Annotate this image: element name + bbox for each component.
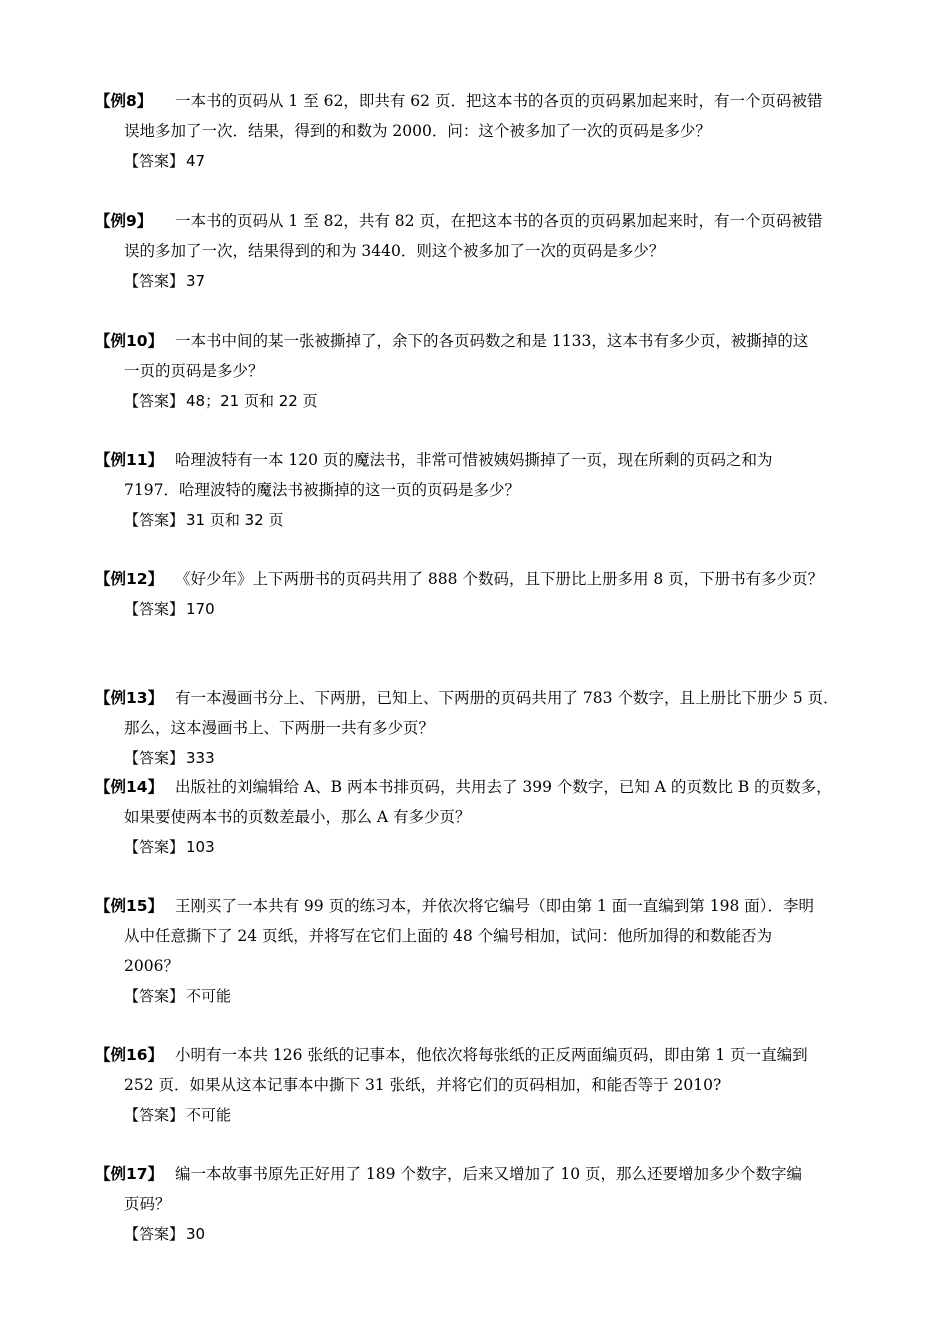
- answer-value: 170: [186, 600, 215, 618]
- answer: [95, 505, 865, 535]
- answer-label: 【答案】: [124, 600, 185, 618]
- problem-9: [95, 206, 865, 296]
- problem-11: [95, 445, 865, 535]
- problem-text: 误地多加了一次．结果，得到的和数为 2000．问：这个被多加了一次的页码是多少？: [124, 122, 711, 140]
- answer-value: 37: [186, 272, 206, 290]
- answer-value: 30: [186, 1225, 206, 1243]
- problem-8: [95, 86, 865, 176]
- answer-label: 【答案】: [124, 1225, 185, 1243]
- problem-label: 【例16】: [95, 1046, 164, 1064]
- problem-text: 编一本故事书原先正好用了 189 个数字，后来又增加了 10 页，那么还要增加多少个数字编: [175, 1165, 803, 1183]
- problem-label: 【例13】: [95, 689, 164, 707]
- problem-12: [95, 564, 865, 624]
- problem-label: 【例9】: [95, 212, 153, 230]
- problem-text: 一本书的页码从 1 至 82，共有 82 页，在把这本书的各页的页码累加起来时，有一个页码被错: [175, 212, 823, 230]
- problem-label: 【例15】: [95, 897, 164, 915]
- problem-text: 2006？: [124, 957, 179, 975]
- problem-label: 【例14】: [95, 778, 164, 796]
- answer-label: 【答案】: [124, 987, 185, 1005]
- problem-text: 如果要使两本书的页数差最小，那么 A 有多少页？: [124, 808, 471, 826]
- answer-label: 【答案】: [124, 838, 185, 856]
- answer-label: 【答案】: [124, 1106, 185, 1124]
- answer-label: 【答案】: [124, 749, 185, 767]
- answer-value: 48；21 页和 22 页: [186, 392, 318, 410]
- answer-value: 不可能: [186, 987, 232, 1005]
- answer-label: 【答案】: [124, 392, 185, 410]
- answer-label: 【答案】: [124, 511, 185, 529]
- problem-label: 【例11】: [95, 451, 164, 469]
- answer-value: 47: [186, 152, 206, 170]
- problem-text: 有一本漫画书分上、下两册，已知上、下两册的页码共用了 783 个数字，且上册比下册少 5 页．: [175, 689, 839, 707]
- problem-text: 一页的页码是多少？: [124, 362, 264, 380]
- problem-16: [95, 1040, 865, 1130]
- answer: [95, 266, 865, 296]
- answer: [95, 1219, 865, 1249]
- problem-text: 从中任意撕下了 24 页纸，并将写在它们上面的 48 个编号相加，试问：他所加得的和数能否为: [124, 927, 773, 945]
- problem-text: 出版社的刘编辑给 A、B 两本书排页码，共用去了 399 个数字，已知 A 的页数比 B 的页数多，: [175, 778, 832, 796]
- problem-10: [95, 326, 865, 416]
- answer-value: 31 页和 32 页: [186, 511, 284, 529]
- answer: [95, 832, 865, 862]
- problem-text: 一本书中间的某一张被撕掉了，余下的各页码数之和是 1133，这本书有多少页，被撕掉的这: [175, 332, 809, 350]
- problem-label: 【例10】: [95, 332, 164, 350]
- problem-14: [95, 772, 865, 862]
- answer: [95, 981, 865, 1011]
- problem-text: 小明有一本共 126 张纸的记事本，他依次将每张纸的正反两面编页码，即由第 1 页一直编到: [175, 1046, 808, 1064]
- problem-text: 7197．哈理波特的魔法书被撕掉的这一页的页码是多少？: [124, 481, 520, 499]
- problem-15: [95, 891, 865, 1011]
- problem-label: 【例8】: [95, 92, 153, 110]
- problem-13: [95, 683, 865, 773]
- problem-text: 哈理波特有一本 120 页的魔法书，非常可惜被姨妈撕掉了一页，现在所剩的页码之和为: [175, 451, 773, 469]
- problem-text: 一本书的页码从 1 至 62，即共有 62 页．把这本书的各页的页码累加起来时，有一个页码被错: [175, 92, 823, 110]
- answer-label: 【答案】: [124, 152, 185, 170]
- answer: [95, 743, 865, 773]
- problem-text: 252 页．如果从这本记事本中撕下 31 张纸，并将它们的页码相加，和能否等于 2010?: [124, 1076, 722, 1094]
- problem-text: 页码？: [124, 1195, 171, 1213]
- answer: [95, 146, 865, 176]
- answer-value: 333: [186, 749, 215, 767]
- answer-value: 103: [186, 838, 215, 856]
- problem-text: 《好少年》上下两册书的页码共用了 888 个数码，且下册比上册多用 8 页，下册书有多少页？: [175, 570, 824, 588]
- problem-text: 误的多加了一次，结果得到的和为 3440．则这个被多加了一次的页码是多少？: [124, 242, 665, 260]
- answer: [95, 1100, 865, 1130]
- answer-label: 【答案】: [124, 272, 185, 290]
- problem-text: 王刚买了一本共有 99 页的练习本，并依次将它编号（即由第 1 面一直编到第 198 面）．李明: [175, 897, 814, 915]
- problem-text: 那么，这本漫画书上、下两册一共有多少页？: [124, 719, 435, 737]
- problem-17: [95, 1159, 865, 1249]
- problem-label: 【例17】: [95, 1165, 164, 1183]
- answer-value: 不可能: [186, 1106, 232, 1124]
- problem-label: 【例12】: [95, 570, 164, 588]
- answer: [95, 386, 865, 416]
- answer: [95, 594, 865, 624]
